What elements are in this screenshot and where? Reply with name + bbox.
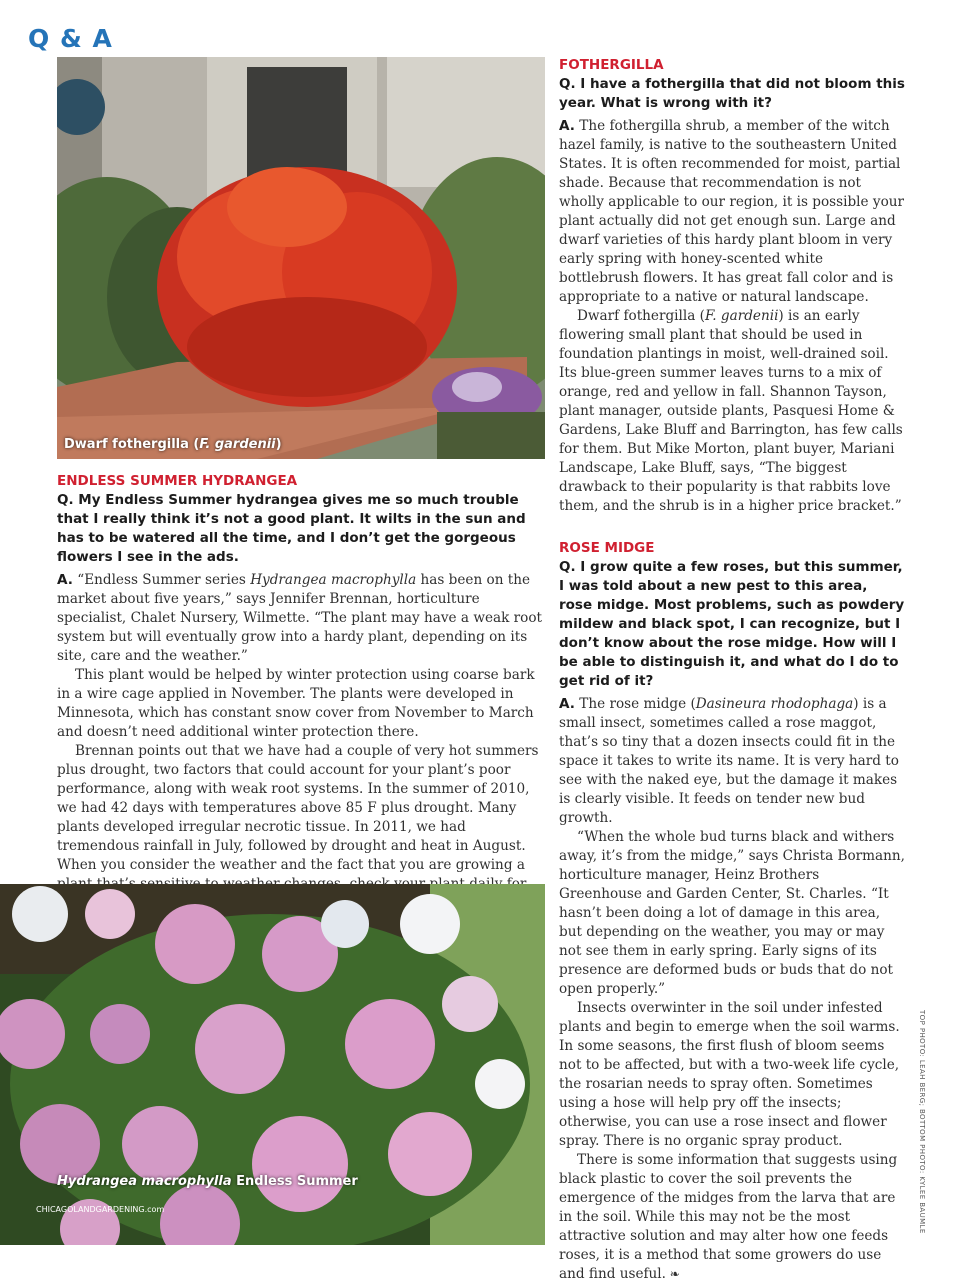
photo-credit: TOP PHOTO: LEAH BERG; BOTTOM PHOTO: KYLEE BAUMLE — [918, 1010, 926, 1234]
hydrangea-heading: ENDLESS SUMMER HYDRANGEA — [57, 473, 298, 489]
hydrangea-answer: A. “Endless Summer series Hydrangea macrophylla has been on the market about five years,” says Jennifer Brennan, horticulture specialist, Chalet Nursery, Wilmette. “The plant may have a weak root system but will eventually grow into a hardy plant, depending on its site, care and the weather.” This plant would be helped by winter protection using coarse bark in a wire cage applied in November. The plants were developed in Minnesota, which has constant snow cover from November to March and doesn’t need additional winter protection there. Brennan points out that we have had a couple of very hot summers plus drought, two factors that could account for your plant’s poor performance, along with weak root systems. In the summer of 2010, we had 42 days with temperatures above 85 F plus drought. Many plants developed irregular necrotic tissue. In 2011, we had tremendous rainfall in July, followed by drought and heat in August. When you consider the weather and the fact that you are growing a — [57, 572, 542, 873]
rose-midge-question: Q. I grow quite a few roses, but this summer, I was told about a new pest to this area, rose midge. Most problems, such as powdery mildew and black spot, I can recognize, but I don’t know about the rose midge. How will I be able to distinguish it, and what do I do to get rid of it? — [559, 559, 905, 689]
fothergilla-question: Q. I have a fothergilla that did not bloom this year. What is wrong with it? — [559, 76, 905, 111]
fothergilla-answer: A. The fothergilla shrub, a member of the witch hazel family, is native to the southeastern United States. It is often recommended for moist, partial shade. Because that recommendation is not wholly applicable to our region, it is possible your plant actually did not get enough sun. Large and dwarf varieties of this hardy plant bloom in very early spring with honey-scented white bottlebrush flowers. It has great fall color and is appropriate to a native or natural landscape. Dwarf fothergilla (F. gardenii) is an early flowering small plant that should be used in foundation plantings in moist, well-drained soil. Its blue-green summer leaves turns to a mix of orange, red and yellow in fall. Shannon Tayson, plant manager, outside plants, Pasquesi Home & Gardens, Lake Bluff and Barrington, has few calls for them. But Mike Morton, plant buyer, Mariani Landscape, Lake Bluff, says, “The biggest drawback to their popularity is that rabbits love them, and the shrub is in a higher price bracket.” — [559, 118, 905, 514]
rose-midge-answer: A. The rose midge (Dasineura rhodophaga) is a small insect, sometimes called a rose maggot, that’s so tiny that a dozen insects could fit in the space it takes to write its name. It is very hard to see with the naked eye, but the damage it makes is clearly visible. It feeds on tender new bud growth. “When the whole bud turns black and withers away, it’s from the midge,” says Christa Bormann, horticulture manager, Heinz Brothers Greenhouse and Garden Center, St. Charles. “It hasn’t been doing a lot of damage in this area, but depending on the weather, you may or may not see them in early spring. Early signs of its presence are deformed buds or buds that do not open properly.” Insects overwinter in the soil under infested plants and begin to emerge when the soil warms. In some seasons, the first flush of bloom seems not to be affected, but with a two-week life cycle, the rosarian needs to spray often. Sometimes using a hose will help pry off the insects; otherwise, you can use a rose insect and flower spray. There is no organic spray product. There is some information that suggests using black plastic to cover the soil prevents the emergence of the midges from the larva that are in the soil. While this may not be the most attractive solution and may alter how one feeds roses, it is a method that some growers do use and find useful. ❧ — [559, 696, 905, 1282]
rose-midge-article — [559, 540, 905, 1284]
hydrangea-photo — [0, 884, 545, 1245]
hydrangea-question: Q. My Endless Summer hydrangea gives me so much trouble that I really think it’s not a good plant. It wilts in the sun and has to be watered all the time, and I don’t get the gorgeous flowers I see in the ads. — [57, 492, 526, 565]
hydrangea-article — [57, 473, 545, 932]
section-tag: Q & A — [28, 24, 113, 53]
fothergilla-photo — [57, 57, 545, 459]
fothergilla-photo-caption: Dwarf fothergilla (F. gardenii) — [64, 437, 282, 452]
fothergilla-heading: FOTHERGILLA — [559, 57, 664, 73]
rose-midge-heading: ROSE MIDGE — [559, 540, 655, 556]
end-mark-icon: ❧ — [665, 1267, 680, 1281]
folio-url: CHICAGOLANDGARDENING.com — [36, 1205, 165, 1214]
hydrangea-photo-caption: Hydrangea macrophylla Endless Summer — [57, 1174, 358, 1189]
fothergilla-article — [559, 57, 905, 516]
